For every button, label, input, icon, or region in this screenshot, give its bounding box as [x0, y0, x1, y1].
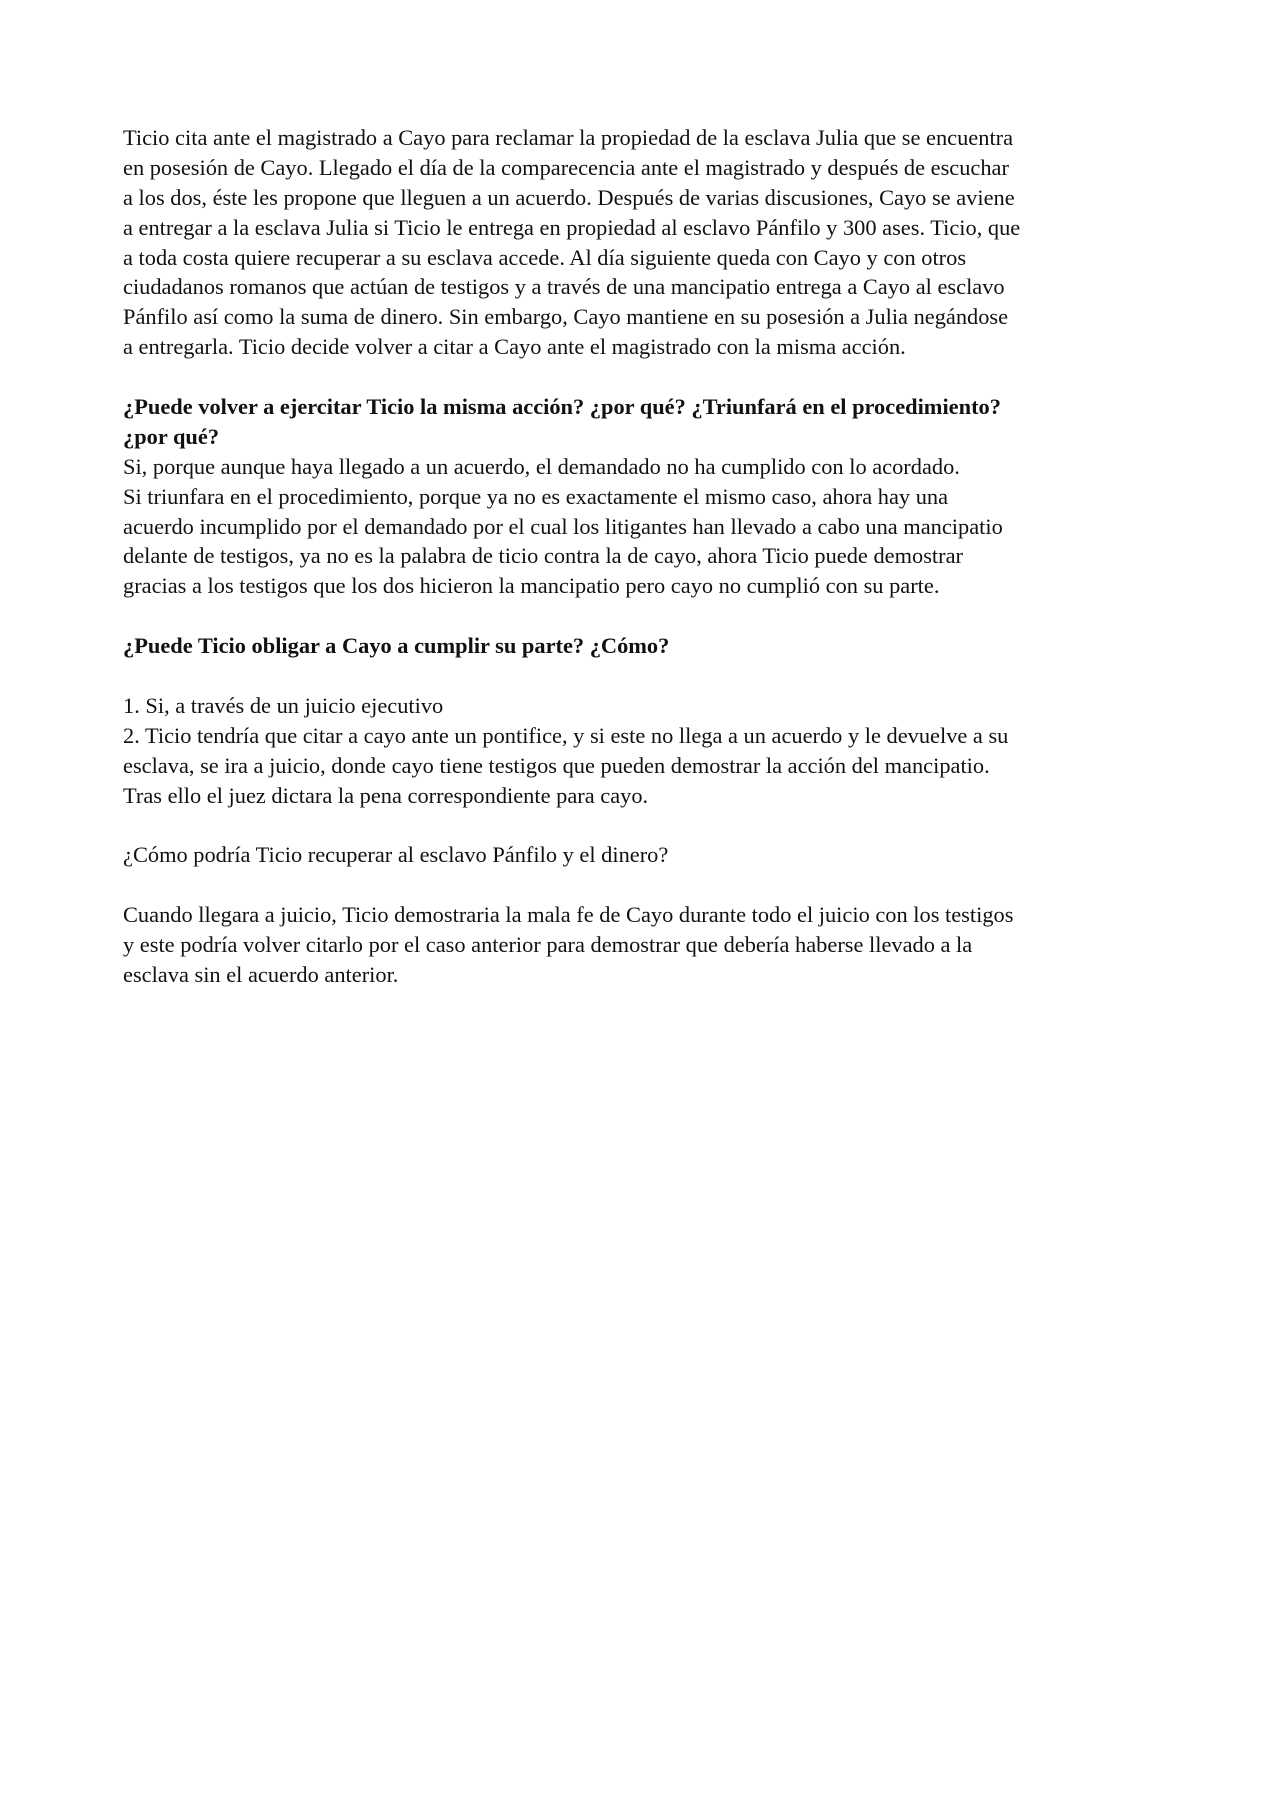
text-line: a los dos, éste les propone que lleguen a un acuerdo. Después de varias discusiones, Cayo se aviene — [123, 184, 1015, 210]
question-1 — [123, 392, 1183, 452]
text-line: Tras ello el juez dictara la pena correspondiente para cayo. — [123, 782, 649, 808]
text-line: delante de testigos, ya no es la palabra de ticio contra la de cayo, ahora Ticio puede demostrar — [123, 543, 963, 569]
spacer — [123, 870, 1183, 900]
question-3 — [123, 840, 1183, 870]
text-line: 2. Ticio tendría que citar a cayo ante un pontifice, y si este no llega a un acuerdo y le devuelve a su — [123, 722, 1009, 748]
text-line: y este podría volver citarlo por el caso anterior para demostrar que debería haberse llevado a la — [123, 932, 973, 958]
question-line: ¿por qué? — [123, 423, 220, 449]
text-line: gracias a los testigos que los dos hicieron la mancipatio pero cayo no cumplió con su parte. — [123, 573, 940, 599]
text-line: a entregarla. Ticio decide volver a citar a Cayo ante el magistrado con la misma acción. — [123, 334, 906, 360]
case-paragraph — [123, 123, 1183, 362]
text-line: a entregar a la esclava Julia si Ticio le entrega en propiedad al esclavo Pánfilo y 300 ases. Ticio, que — [123, 214, 1021, 240]
question-line: ¿Puede volver a ejercitar Ticio la misma acción? ¿por qué? ¿Triunfará en el procedimiento? — [123, 394, 1001, 420]
spacer — [123, 661, 1183, 691]
text-line: 1. Si, a través de un juicio ejecutivo — [123, 692, 444, 718]
text-line: Pánfilo así como la suma de dinero. Sin embargo, Cayo mantiene en su posesión a Julia negándose — [123, 304, 1009, 330]
text-line: ciudadanos romanos que actúan de testigos y a través de una mancipatio entrega a Cayo al esclavo — [123, 274, 1005, 300]
text-line: esclava sin el acuerdo anterior. — [123, 961, 399, 987]
answer-3 — [123, 900, 1183, 990]
question-line: ¿Cómo podría Ticio recuperar al esclavo Pánfilo y el dinero? — [123, 842, 669, 868]
spacer — [123, 601, 1183, 631]
text-line: a toda costa quiere recuperar a su esclava accede. Al día siguiente queda con Cayo y con otros — [123, 244, 967, 270]
question-line: ¿Puede Ticio obligar a Cayo a cumplir su parte? ¿Cómo? — [123, 633, 670, 659]
spacer — [123, 810, 1183, 840]
text-line: Si triunfara en el procedimiento, porque ya no es exactamente el mismo caso, ahora hay una — [123, 483, 949, 509]
document-page — [123, 123, 1183, 990]
text-line: Cuando llegara a juicio, Ticio demostraria la mala fe de Cayo durante todo el juicio con los testigos — [123, 902, 1014, 928]
spacer — [123, 362, 1183, 392]
answer-2 — [123, 691, 1183, 811]
text-line: acuerdo incumplido por el demandado por el cual los litigantes han llevado a cabo una mancipatio — [123, 513, 1003, 539]
text-line: en posesión de Cayo. Llegado el día de la comparecencia ante el magistrado y después de escuchar — [123, 154, 1009, 180]
answer-1 — [123, 452, 1183, 601]
question-2 — [123, 631, 1183, 661]
text-line: Si, porque aunque haya llegado a un acuerdo, el demandado no ha cumplido con lo acordado. — [123, 453, 960, 479]
text-line: esclava, se ira a juicio, donde cayo tiene testigos que pueden demostrar la acción del mancipatio. — [123, 752, 990, 778]
text-line: Ticio cita ante el magistrado a Cayo para reclamar la propiedad de la esclava Julia que se encuentra — [123, 125, 1014, 150]
